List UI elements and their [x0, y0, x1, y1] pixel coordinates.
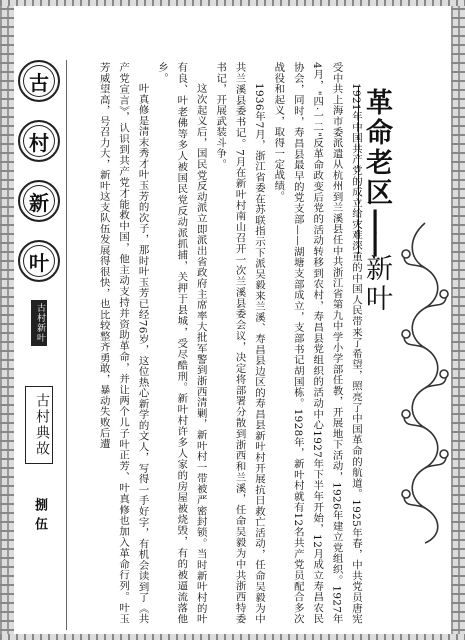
title-separator: —— [361, 208, 392, 254]
floral-ornament [398, 218, 452, 548]
series-sidebar [14, 60, 64, 620]
bottom-lattice-border [0, 634, 465, 640]
left-lattice-border [0, 0, 14, 640]
series-char-2: 村 [18, 120, 60, 162]
article-title [360, 88, 396, 488]
right-lattice-border [451, 0, 465, 640]
series-char-4: 叶 [18, 240, 60, 282]
top-lattice-border [0, 0, 465, 6]
paragraph-3: 这次起义后，国民党反动派立即派出省政府主席率大批军警到浙西清剿，新叶村一带被严密封锁。当时新叶村的叶有良、叶老佛等多人被国民党反动派抓捕，关押于县城，受尽酷刑。新叶村许多人家的房屋被烧毁，有的被逼流落他乡。 [155, 62, 207, 624]
series-char-1: 古 [18, 60, 60, 102]
paragraph-2: 1936年7月，浙江省委在苏联指示下派吴毅来兰溪、寿昌县边区的寿昌县新叶村开展抗日救亡活动，任命吴毅为中共兰溪县委书记。7月在新叶村南山召开一次兰溪县委会议，决定将部署分散到浙西和兰溪，任命吴毅为中共浙西特委书记，开展武装斗争。 [214, 62, 265, 624]
paragraph-4: 叶真修是清末秀才叶玉芳的次子，那时叶玉芳已经76岁，这位热心新学的文人，写得一手好字，有机会读到了《共产党宣言》，认识到共产党才能救中国，他主动支持并资助革命，并让两个儿子叶正芳、叶真修也加入革命行列。叶玉芳威望高，号召力大，新叶这支队伍发展得很快，也比较整齐勇敢，暴动失败后遭 [97, 62, 149, 624]
page-number: 捌伍 [32, 498, 47, 536]
article-body [73, 62, 365, 624]
sidebar-divider [66, 60, 67, 630]
title-main: 革命老区 [361, 88, 392, 208]
paragraph-1: 1921年中国共产党的成立给灾难深重的中国人民带来了希望，照亮了中国革命的航道。1925年春，中共党员唐宪受中共上海市委派遣从杭州到兰溪县任中共浙江省第九中学小学部任教，开展地下活动，1926年建立党组织。1927年4月，"四·一二"反革命政变后党的活动转移到农村，寿昌县党组织的活动中心1927年下半年开始，12月成立寿昌农民协会，同时，寿昌县最早的党支部——湖塘支部成立，支部书记胡国栋。1928年，新叶村就有12名共产党员配合多次战役和起义，取得一定战绩。 [272, 62, 362, 624]
series-char-3: 新 [18, 180, 60, 222]
series-badge: 古村新叶 [31, 300, 47, 346]
section-label: 古村典故 [25, 386, 53, 464]
title-name: 新叶 [361, 254, 392, 314]
